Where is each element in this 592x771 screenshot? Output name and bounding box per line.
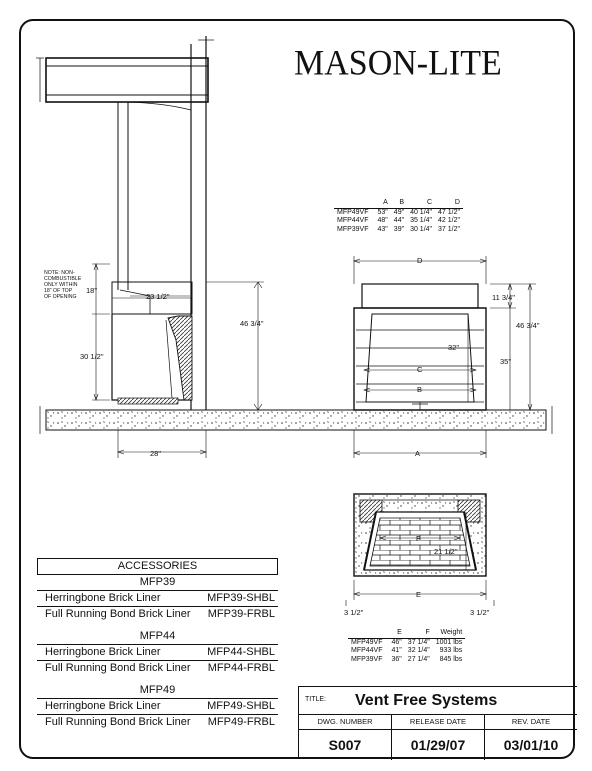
table-row <box>348 638 465 647</box>
table-cell: MFP49VF <box>351 638 383 646</box>
table-header: C <box>407 199 435 208</box>
accessories-list <box>37 558 278 730</box>
accessory-name: Full Running Bond Brick Liner <box>45 716 191 728</box>
label-A: A <box>415 449 421 458</box>
note-line-1: NOTE: NON- <box>44 270 75 276</box>
release-date-label: RELEASE DATE <box>392 715 484 730</box>
accessory-group-model: MFP49 <box>139 684 176 696</box>
dim-46-3q-side: 46 3/4" <box>240 319 264 328</box>
title-row <box>299 687 577 715</box>
dwg-number-field <box>299 715 392 760</box>
table-cell: 47 1/2" <box>438 208 460 216</box>
table-header-row <box>334 199 463 208</box>
table-header: A <box>375 199 391 208</box>
list-item <box>37 660 278 676</box>
table-header: F <box>405 629 433 638</box>
table-cell: 933 lbs <box>439 647 463 655</box>
dim-21-half: 21 1/2" <box>434 547 458 556</box>
note-line-2: COMBUSTIBLE <box>44 276 82 282</box>
release-date-field <box>392 715 485 760</box>
table-cell: 53" <box>377 208 388 216</box>
table-cell: 37 1/4" <box>407 638 430 646</box>
dim-46-3q-front: 46 3/4" <box>516 321 540 330</box>
accessory-name: Herringbone Brick Liner <box>45 646 161 658</box>
table-cell: 39" <box>393 225 405 233</box>
list-item <box>37 606 278 622</box>
table-cell: MFP39VF <box>351 655 383 663</box>
table-cell: 44" <box>393 217 405 225</box>
table-cell: 32 1/4" <box>407 647 430 655</box>
label-B: B <box>417 385 423 394</box>
table-cell: 1001 lbs <box>435 638 463 646</box>
table-cell: 42 1/2" <box>438 217 460 225</box>
table-header: E <box>389 629 405 638</box>
table-header <box>348 629 389 638</box>
table-cell: 37 1/2" <box>438 225 460 233</box>
dim-11-3q: 11 3/4" <box>492 293 515 302</box>
table-cell: 48" <box>377 217 388 225</box>
list-item <box>37 590 278 606</box>
dim-35: 35" <box>500 357 512 366</box>
table-cell: MFP49VF <box>337 208 369 216</box>
accessory-code: MFP49-FRBL <box>207 716 275 728</box>
table-cell: 40 1/4" <box>410 208 433 216</box>
dimensions-table-ef-weight <box>348 629 465 664</box>
table-header: Weight <box>433 629 465 638</box>
dim-right-3-half: 3 1/2" <box>470 608 490 617</box>
note-line-4: 18" OF TOP <box>44 288 73 294</box>
rev-date-label: REV. DATE <box>485 715 577 730</box>
table-cell: 35 1/4" <box>410 217 433 225</box>
table-row <box>334 208 463 217</box>
table-cell: 845 lbs <box>439 655 463 663</box>
accessory-name: Full Running Bond Brick Liner <box>45 608 191 620</box>
table-header-row <box>348 629 465 638</box>
list-item <box>37 644 278 660</box>
label-F: F <box>416 534 421 543</box>
drawing-title: Vent Free Systems <box>355 692 498 709</box>
list-item <box>37 714 278 730</box>
table-row <box>334 217 463 226</box>
table-header: B <box>391 199 407 208</box>
table-cell: 36" <box>391 655 402 663</box>
label-C: C <box>417 365 423 374</box>
list-item <box>37 698 278 714</box>
accessory-name: Herringbone Brick Liner <box>45 592 161 604</box>
accessory-name: Herringbone Brick Liner <box>45 700 161 712</box>
table-row <box>348 656 465 665</box>
note-line-5: OF OPENING <box>44 294 77 300</box>
rev-date-value: 03/01/10 <box>503 737 559 753</box>
accessory-code: MFP49-SHBL <box>207 700 275 712</box>
dim-left-3-half: 3 1/2" <box>344 608 364 617</box>
accessory-group-model: MFP44 <box>139 630 176 642</box>
table-cell: 43" <box>377 225 388 233</box>
release-date-value: 01/29/07 <box>410 737 466 753</box>
table-cell: 27 1/4" <box>407 655 430 663</box>
dim-23-half: 23 1/2" <box>146 292 170 301</box>
table-cell: 46" <box>391 638 402 646</box>
rev-date-field <box>485 715 577 760</box>
table-cell: MFP44VF <box>337 217 369 225</box>
accessory-code: MFP39-SHBL <box>207 592 275 604</box>
dwg-number-value: S007 <box>328 737 362 753</box>
accessory-name: Full Running Bond Brick Liner <box>45 662 191 674</box>
table-row <box>348 647 465 656</box>
table-cell: 41" <box>391 647 402 655</box>
table-header: D <box>435 199 463 208</box>
label-D: D <box>417 256 423 265</box>
dimensions-table-abcd <box>334 199 463 234</box>
dim-18: 18" <box>86 286 98 295</box>
table-cell: MFP39VF <box>337 225 369 233</box>
title-block-fields <box>299 715 577 760</box>
table-cell: 30 1/4" <box>410 225 433 233</box>
accessory-code: MFP39-FRBL <box>207 608 275 620</box>
table-header <box>334 199 375 208</box>
dim-28: 28" <box>150 449 162 458</box>
accessories-title: ACCESSORIES <box>37 558 278 575</box>
dim-30-half: 30 1/2" <box>80 352 104 361</box>
label-E: E <box>416 590 422 599</box>
title-label: TITLE: <box>305 696 327 703</box>
table-cell: MFP44VF <box>351 647 383 655</box>
accessory-code: MFP44-FRBL <box>207 662 275 674</box>
accessory-group-model: MFP39 <box>139 576 176 588</box>
table-cell: 49" <box>393 208 405 216</box>
table-row <box>334 226 463 235</box>
brand-name: MASON-LITE <box>294 44 502 83</box>
note-line-3: ONLY WITHIN <box>44 282 78 288</box>
dim-32: 32" <box>448 343 460 352</box>
title-block <box>298 686 577 759</box>
side-view <box>36 36 264 458</box>
accessory-code: MFP44-SHBL <box>207 646 275 658</box>
dwg-number-label: DWG. NUMBER <box>299 715 391 730</box>
